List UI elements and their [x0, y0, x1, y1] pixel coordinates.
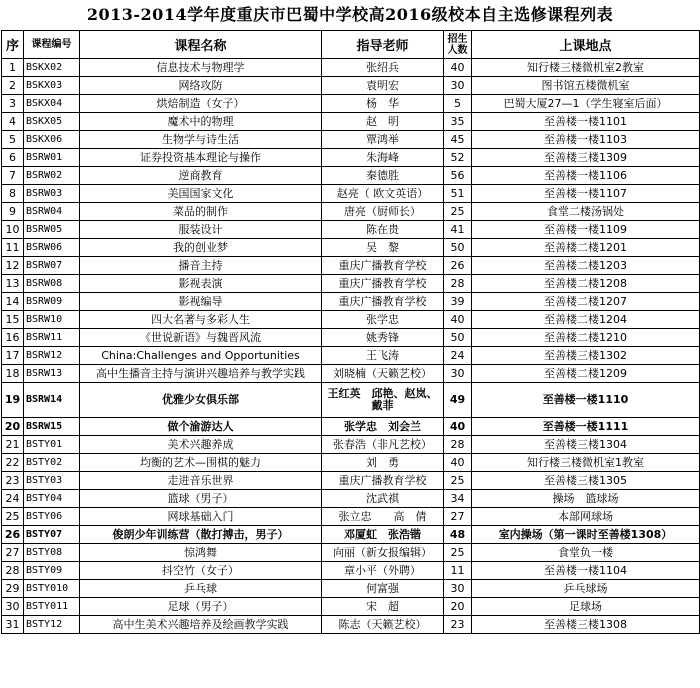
table-row: [2, 418, 700, 436]
cell-location: 至善楼二楼1203: [472, 257, 700, 275]
cell-name: 四大名著与多彩人生: [80, 311, 322, 329]
cell-count: 24: [444, 347, 472, 365]
cell-name: 菜品的制作: [80, 203, 322, 221]
cell-code: BSRW01: [24, 149, 80, 167]
cell-name: 逆商教育: [80, 167, 322, 185]
cell-location: 至善楼三楼1309: [472, 149, 700, 167]
cell-teacher: 宋 超: [322, 598, 444, 616]
cell-teacher: 唐亮（厨师长）: [322, 203, 444, 221]
cell-count: 34: [444, 490, 472, 508]
cell-name: 生物学与诗生活: [80, 131, 322, 149]
cell-location: 至善楼一楼1111: [472, 418, 700, 436]
cell-code: BSKX02: [24, 59, 80, 77]
cell-count: 51: [444, 185, 472, 203]
cell-code: BSTY08: [24, 544, 80, 562]
cell-teacher: 赵 明: [322, 113, 444, 131]
cell-index: 18: [2, 365, 24, 383]
cell-teacher: 重庆广播教育学校: [322, 472, 444, 490]
table-row: [2, 95, 700, 113]
cell-teacher: 章小平（外聘）: [322, 562, 444, 580]
cell-count: 56: [444, 167, 472, 185]
table-row: [2, 472, 700, 490]
cell-location: 食堂二楼汤锅处: [472, 203, 700, 221]
cell-index: 2: [2, 77, 24, 95]
cell-count: 40: [444, 311, 472, 329]
table-row: [2, 257, 700, 275]
cell-index: 22: [2, 454, 24, 472]
cell-count: 30: [444, 365, 472, 383]
cell-name: China:Challenges and Opportunities: [80, 347, 322, 365]
table-row: [2, 239, 700, 257]
table-row: [2, 616, 700, 634]
table-row: [2, 598, 700, 616]
cell-location: 知行楼三楼微机室1教室: [472, 454, 700, 472]
cell-teacher: 陈在贵: [322, 221, 444, 239]
cell-index: 17: [2, 347, 24, 365]
cell-count: 40: [444, 59, 472, 77]
cell-index: 26: [2, 526, 24, 544]
cell-code: BSRW02: [24, 167, 80, 185]
cell-teacher: 姚秀锋: [322, 329, 444, 347]
cell-code: BSRW05: [24, 221, 80, 239]
cell-code: BSRW04: [24, 203, 80, 221]
table-row: [2, 113, 700, 131]
cell-location: 至善楼二楼1207: [472, 293, 700, 311]
cell-teacher: 覃鸿举: [322, 131, 444, 149]
cell-teacher: 刘 勇: [322, 454, 444, 472]
cell-location: 巴蜀大厦27—1（学生寝室后面）: [472, 95, 700, 113]
cell-location: 至善楼一楼1109: [472, 221, 700, 239]
cell-code: BSKX03: [24, 77, 80, 95]
cell-code: BSTY07: [24, 526, 80, 544]
cell-count: 27: [444, 508, 472, 526]
header-location: 上课地点: [472, 31, 700, 59]
table-row: [2, 149, 700, 167]
cell-teacher: 袁明宏: [322, 77, 444, 95]
cell-location: 至善楼一楼1107: [472, 185, 700, 203]
cell-index: 27: [2, 544, 24, 562]
cell-location: 知行楼三楼微机室2教室: [472, 59, 700, 77]
cell-code: BSTY010: [24, 580, 80, 598]
document-title: 2013-2014学年度重庆市巴蜀中学校高2016级校本自主选修课程列表: [86, 5, 614, 24]
cell-index: 14: [2, 293, 24, 311]
cell-count: 30: [444, 77, 472, 95]
table-row: [2, 77, 700, 95]
cell-location: 至善楼三楼1305: [472, 472, 700, 490]
cell-teacher: 张春浩（非凡艺校）: [322, 436, 444, 454]
table-row: [2, 329, 700, 347]
cell-count: 41: [444, 221, 472, 239]
cell-name: 高中生美术兴趣培养及绘画教学实践: [80, 616, 322, 634]
table-row: [2, 526, 700, 544]
table-row: [2, 59, 700, 77]
cell-teacher: 张绍兵: [322, 59, 444, 77]
cell-name: 播音主持: [80, 257, 322, 275]
cell-index: 25: [2, 508, 24, 526]
cell-teacher: 吴 黎: [322, 239, 444, 257]
cell-index: 4: [2, 113, 24, 131]
cell-teacher: 张立忠 高 倩: [322, 508, 444, 526]
cell-teacher: 杨 华: [322, 95, 444, 113]
cell-teacher: 向丽（新女报编辑）: [322, 544, 444, 562]
cell-code: BSTY03: [24, 472, 80, 490]
header-index: 序: [2, 31, 24, 59]
cell-code: BSRW08: [24, 275, 80, 293]
cell-count: 40: [444, 418, 472, 436]
cell-name: 篮球（男子）: [80, 490, 322, 508]
cell-code: BSRW10: [24, 311, 80, 329]
cell-code: BSRW14: [24, 383, 80, 418]
cell-location: 至善楼三楼1302: [472, 347, 700, 365]
cell-index: 20: [2, 418, 24, 436]
cell-count: 25: [444, 203, 472, 221]
cell-code: BSKX05: [24, 113, 80, 131]
cell-code: BSTY02: [24, 454, 80, 472]
cell-name: 影视编导: [80, 293, 322, 311]
table-row: [2, 562, 700, 580]
cell-index: 31: [2, 616, 24, 634]
cell-code: BSTY01: [24, 436, 80, 454]
cell-index: 12: [2, 257, 24, 275]
cell-location: 至善楼一楼1104: [472, 562, 700, 580]
cell-teacher: 赵亮（ 欧文英语）: [322, 185, 444, 203]
cell-teacher: 秦德胜: [322, 167, 444, 185]
cell-code: BSTY04: [24, 490, 80, 508]
cell-location: 至善楼一楼1101: [472, 113, 700, 131]
cell-count: 23: [444, 616, 472, 634]
cell-index: 10: [2, 221, 24, 239]
cell-code: BSRW07: [24, 257, 80, 275]
cell-teacher: 邓厦虹 张浩锴: [322, 526, 444, 544]
cell-code: BSRW13: [24, 365, 80, 383]
cell-count: 25: [444, 472, 472, 490]
cell-code: BSTY011: [24, 598, 80, 616]
cell-count: 28: [444, 275, 472, 293]
table-row: [2, 311, 700, 329]
table-row: [2, 383, 700, 418]
cell-name: 《世说新语》与魏晋风流: [80, 329, 322, 347]
cell-code: BSRW06: [24, 239, 80, 257]
cell-name: 美国国家文化: [80, 185, 322, 203]
cell-location: 至善楼三楼1308: [472, 616, 700, 634]
cell-index: 21: [2, 436, 24, 454]
table-row: [2, 490, 700, 508]
table-row: [2, 580, 700, 598]
cell-index: 7: [2, 167, 24, 185]
cell-location: 至善楼一楼1103: [472, 131, 700, 149]
cell-name: 信息技术与物理学: [80, 59, 322, 77]
cell-code: BSKX04: [24, 95, 80, 113]
cell-teacher: 王飞涛: [322, 347, 444, 365]
header-name: 课程名称: [80, 31, 322, 59]
cell-index: 15: [2, 311, 24, 329]
cell-teacher: 王红英 邱艳、赵岚、戴菲: [322, 383, 444, 418]
table-row: [2, 293, 700, 311]
cell-count: 30: [444, 580, 472, 598]
cell-name: 做个渝游达人: [80, 418, 322, 436]
cell-count: 45: [444, 131, 472, 149]
header-teacher: 指导老师: [322, 31, 444, 59]
cell-teacher: 沈武祺: [322, 490, 444, 508]
cell-location: 乒乓球场: [472, 580, 700, 598]
cell-code: BSRW12: [24, 347, 80, 365]
cell-count: 20: [444, 598, 472, 616]
cell-teacher: 重庆广播教育学校: [322, 293, 444, 311]
cell-name: 俊朗少年训练营（散打搏击，男子）: [80, 526, 322, 544]
table-row: [2, 365, 700, 383]
cell-location: 至善楼三楼1304: [472, 436, 700, 454]
cell-location: 图书馆五楼微机室: [472, 77, 700, 95]
cell-location: 至善楼二楼1204: [472, 311, 700, 329]
cell-index: 8: [2, 185, 24, 203]
cell-index: 3: [2, 95, 24, 113]
cell-index: 9: [2, 203, 24, 221]
cell-code: BSTY09: [24, 562, 80, 580]
cell-count: 50: [444, 329, 472, 347]
cell-name: 网络攻防: [80, 77, 322, 95]
cell-count: 40: [444, 454, 472, 472]
cell-location: 至善楼二楼1210: [472, 329, 700, 347]
cell-teacher: 朱海峰: [322, 149, 444, 167]
cell-teacher: 张学忠 刘会兰: [322, 418, 444, 436]
cell-count: 5: [444, 95, 472, 113]
cell-code: BSKX06: [24, 131, 80, 149]
cell-name: 乒乓球: [80, 580, 322, 598]
cell-index: 13: [2, 275, 24, 293]
cell-count: 11: [444, 562, 472, 580]
cell-index: 19: [2, 383, 24, 418]
cell-location: 至善楼一楼1110: [472, 383, 700, 418]
cell-index: 1: [2, 59, 24, 77]
cell-name: 美术兴趣养成: [80, 436, 322, 454]
table-row: [2, 544, 700, 562]
cell-name: 网球基础入门: [80, 508, 322, 526]
cell-name: 烘焙制造（女子）: [80, 95, 322, 113]
cell-name: 我的创业梦: [80, 239, 322, 257]
table-row: [2, 185, 700, 203]
cell-teacher: 重庆广播教育学校: [322, 275, 444, 293]
cell-count: 35: [444, 113, 472, 131]
header-count: 招生人数: [444, 31, 472, 59]
cell-location: 至善楼一楼1106: [472, 167, 700, 185]
cell-index: 11: [2, 239, 24, 257]
cell-name: 优雅少女俱乐部: [80, 383, 322, 418]
cell-code: BSRW03: [24, 185, 80, 203]
cell-count: 49: [444, 383, 472, 418]
cell-index: 28: [2, 562, 24, 580]
cell-code: BSRW15: [24, 418, 80, 436]
cell-location: 操场 篮球场: [472, 490, 700, 508]
cell-count: 26: [444, 257, 472, 275]
cell-count: 39: [444, 293, 472, 311]
cell-name: 魔术中的物理: [80, 113, 322, 131]
cell-index: 29: [2, 580, 24, 598]
cell-name: 走进音乐世界: [80, 472, 322, 490]
cell-location: 至善楼二楼1201: [472, 239, 700, 257]
cell-name: 均衡的艺术—围棋的魅力: [80, 454, 322, 472]
cell-code: BSTY12: [24, 616, 80, 634]
cell-teacher: 重庆广播教育学校: [322, 257, 444, 275]
cell-index: 5: [2, 131, 24, 149]
cell-code: BSTY06: [24, 508, 80, 526]
cell-name: 足球（男子）: [80, 598, 322, 616]
cell-count: 52: [444, 149, 472, 167]
cell-location: 室内操场（第一课时至善楼1308）: [472, 526, 700, 544]
cell-name: 惊鸿舞: [80, 544, 322, 562]
table-row: [2, 167, 700, 185]
table-row: [2, 275, 700, 293]
table-row: [2, 203, 700, 221]
course-table: [1, 30, 700, 634]
table-row: [2, 436, 700, 454]
cell-name: 影视表演: [80, 275, 322, 293]
cell-teacher: 陈志（天籁艺校）: [322, 616, 444, 634]
cell-index: 30: [2, 598, 24, 616]
cell-count: 25: [444, 544, 472, 562]
cell-teacher: 张学忠: [322, 311, 444, 329]
cell-name: 抖空竹（女子）: [80, 562, 322, 580]
header-code: 课程编号: [24, 31, 80, 59]
cell-index: 6: [2, 149, 24, 167]
cell-index: 24: [2, 490, 24, 508]
cell-location: 至善楼二楼1209: [472, 365, 700, 383]
table-row: [2, 221, 700, 239]
cell-count: 28: [444, 436, 472, 454]
cell-location: 至善楼二楼1208: [472, 275, 700, 293]
cell-location: 本部网球场: [472, 508, 700, 526]
cell-location: 食堂负一楼: [472, 544, 700, 562]
table-header-row: [2, 31, 700, 59]
cell-name: 服装设计: [80, 221, 322, 239]
table-row: [2, 347, 700, 365]
cell-code: BSRW11: [24, 329, 80, 347]
cell-index: 23: [2, 472, 24, 490]
table-row: [2, 131, 700, 149]
table-row: [2, 454, 700, 472]
cell-name: 证券投资基本理论与操作: [80, 149, 322, 167]
table-row: [2, 508, 700, 526]
cell-teacher: 何富强: [322, 580, 444, 598]
cell-count: 50: [444, 239, 472, 257]
cell-count: 48: [444, 526, 472, 544]
cell-name: 高中生播音主持与演讲兴趣培养与教学实践: [80, 365, 322, 383]
cell-code: BSRW09: [24, 293, 80, 311]
cell-index: 16: [2, 329, 24, 347]
cell-teacher: 刘晓楠（天籁艺校）: [322, 365, 444, 383]
cell-location: 足球场: [472, 598, 700, 616]
